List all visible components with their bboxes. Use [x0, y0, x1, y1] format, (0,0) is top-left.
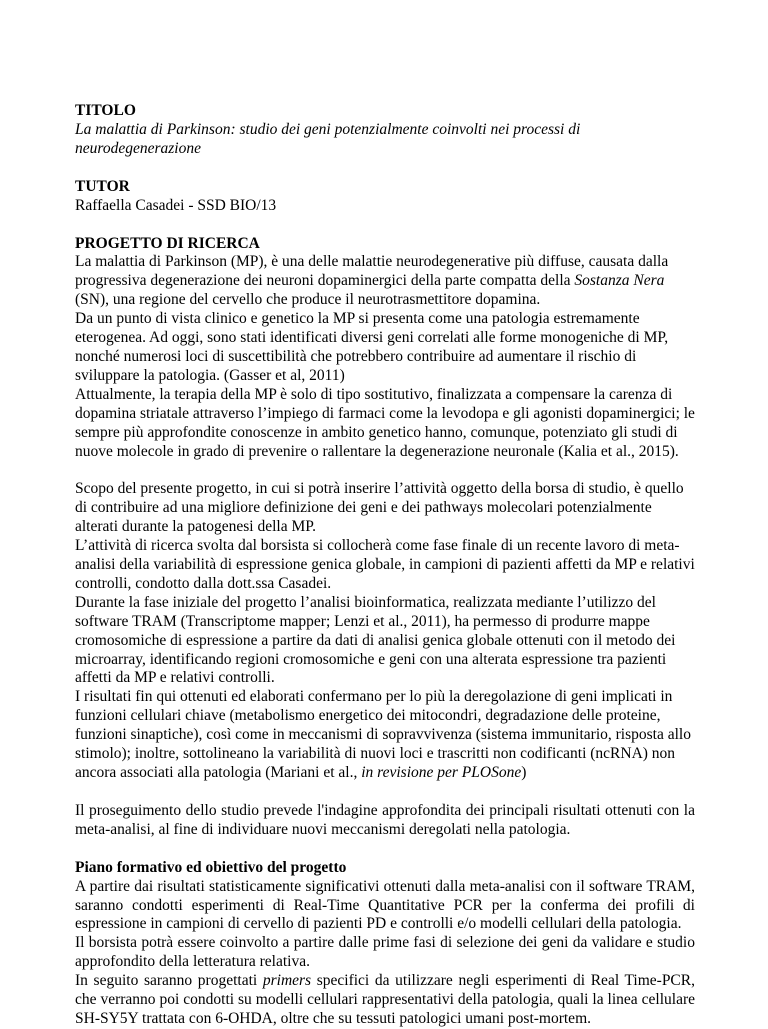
- paragraph-line: (SN), una regione del cervello che produce il neurotrasmettitore dopamina.: [75, 291, 541, 309]
- paragraph-line: funzioni sinaptiche), così come in meccanismi di sopravvivenza (sistema immunitario, risposta allo: [75, 726, 691, 744]
- title-heading: TITOLO: [75, 102, 136, 119]
- paragraph-line: controlli, condotto dalla dott.ssa Casadei.: [75, 574, 332, 592]
- research-heading: PROGETTO DI RICERCA: [75, 234, 260, 252]
- paragraph-line: meta-analisi, al fine di individuare nuovi meccanismi deregolati nella patologia.: [75, 820, 571, 838]
- paragraph-line: saranno condotti esperimenti di Real-Time Quantitative PCR per la conferma dei profili di: [75, 896, 695, 914]
- paragraph-line: Il borsista potrà essere coinvolto a partire dalle prime fasi di selezione dei geni da validare e studio: [75, 934, 695, 952]
- tutor-text: Raffaella Casadei - SSD BIO/13: [75, 196, 277, 214]
- paragraph-line: che verranno poi condotti su modelli cellulari rappresentativi della patologia, quali la linea cellulare: [75, 991, 695, 1009]
- text-run: ancora associati alla patologia (Mariani et al.,: [75, 764, 362, 781]
- paragraph-line: microarray, identificando regioni cromosomiche e geni con una alterata espressione tra pazienti: [75, 650, 667, 668]
- paragraph-line: espressione in campioni di cervello di pazienti PD e controlli e/o modelli cellulari della patologia.: [75, 915, 682, 933]
- text-run: In seguito saranno progettati: [75, 972, 263, 990]
- paragraph-line: SH-SY5Y trattata con 6-OHDA, oltre che su tessuti patologici umani post-mortem.: [75, 1009, 591, 1027]
- paragraph-line: Da un punto di vista clinico e genetico la MP si presenta come una patologia estremamente: [75, 310, 640, 328]
- tutor-heading: TUTOR: [75, 177, 130, 195]
- tutor-section: [75, 178, 695, 216]
- paragraph-line: sviluppare la patologia. (Gasser et al, 2011): [75, 366, 345, 384]
- paragraph-line: alterati durante la patogenesi della MP.: [75, 518, 317, 536]
- paragraph-line: approfondito della letteratura relativa.: [75, 953, 310, 971]
- paragraph-line: funzioni cellulari chiave (metabolismo energetico dei mitocondri, degradazione delle proteine,: [75, 707, 661, 725]
- paragraph-line: Durante la fase iniziale del progetto l’analisi bioinformatica, realizzata mediante l’utilizzo del: [75, 593, 656, 611]
- research-section: [75, 235, 695, 840]
- paragraph-line: stimolo); inoltre, sottolineano la variabilità di nuovi loci e trascritti non codificanti (ncRNA) non: [75, 745, 676, 763]
- document-page: [75, 102, 695, 1029]
- paragraph-line: nonché numerosi loci di suscettibilità che potrebbero contribuire ad aumentare il rischio di: [75, 347, 637, 365]
- paragraph-line: I risultati fin qui ottenuti ed elaborati confermano per lo più la deregolazione di geni implicati in: [75, 688, 673, 706]
- italic-term: primers: [262, 972, 312, 990]
- title-line-2: neurodegenerazione: [75, 139, 201, 157]
- paragraph-line: [75, 272, 695, 291]
- paragraph-line: La malattia di Parkinson (MP), è una delle malattie neurodegenerative più diffuse, causata dalla: [75, 253, 669, 271]
- training-section: [75, 859, 695, 1029]
- paragraph-line: cromosomiche di espressione a partire da dati di analisi genica globale ottenuti con il metodo dei: [75, 631, 676, 649]
- paragraph-line: A partire dai risultati statisticamente significativi ottenuti dalla meta-analisi con il software TRAM,: [75, 877, 695, 895]
- title-line-1: La malattia di Parkinson: studio dei geni potenzialmente coinvolti nei processi di: [75, 120, 581, 138]
- research-paragraph-3: [75, 802, 695, 840]
- paragraph-line: analisi della variabilità di espressione genica globale, in campioni di pazienti affetti da MP e relativi: [75, 556, 695, 574]
- paragraph-line: [75, 972, 695, 991]
- text-run: progressiva degenerazione dei neuroni dopaminergici della parte compatta della: [75, 272, 575, 290]
- paragraph-line: Il proseguimento dello studio prevede l'indagine approfondita dei principali risultati ottenuti con la: [75, 801, 695, 819]
- text-run: ): [521, 764, 527, 781]
- paragraph-line: di contribuire ad una migliore definizione dei geni e dei pathways molecolari potenzialmente: [75, 499, 652, 517]
- text-run: specifici da utilizzare negli esperimenti di Real Time-PCR,: [311, 972, 695, 990]
- paragraph-line: eterogenea. Ad oggi, sono stati identificati diversi geni correlati alle forme monogeniche di MP,: [75, 329, 669, 347]
- italic-citation: in revisione per PLOSone: [361, 764, 522, 781]
- paragraph-line: [75, 764, 695, 783]
- title-section: [75, 102, 695, 159]
- research-paragraph-1: [75, 253, 695, 461]
- paragraph-line: L’attività di ricerca svolta dal borsista si collocherà come fase finale di un recente lavoro di meta-: [75, 537, 680, 555]
- paragraph-line: nuove molecole in grado di prevenire o rallentare la degenerazione neuronale (Kalia et al., 2015).: [75, 442, 679, 460]
- paragraph-line: Attualmente, la terapia della MP è solo di tipo sostitutivo, finalizzata a compensare la carenza di: [75, 385, 673, 403]
- paragraph-line: dopamina striatale attraverso l’impiego di farmaci come la levodopa e gli agonisti dopaminergici; le: [75, 404, 695, 422]
- paragraph-line: software TRAM (Transcriptome mapper; Lenzi et al., 2011), ha permesso di produrre mappe: [75, 612, 650, 630]
- italic-term: Sostanza Nera: [574, 272, 665, 290]
- training-heading: Piano formativo ed obiettivo del progetto: [75, 858, 347, 876]
- paragraph-line: sempre più approfondite conoscenze in ambito genetico hanno, comunque, potenziato gli studi di: [75, 423, 678, 441]
- research-paragraph-2: [75, 480, 695, 783]
- paragraph-line: affetti da MP e relativi controlli.: [75, 669, 275, 687]
- paragraph-line: Scopo del presente progetto, in cui si potrà inserire l’attività oggetto della borsa di studio, è quello: [75, 480, 684, 498]
